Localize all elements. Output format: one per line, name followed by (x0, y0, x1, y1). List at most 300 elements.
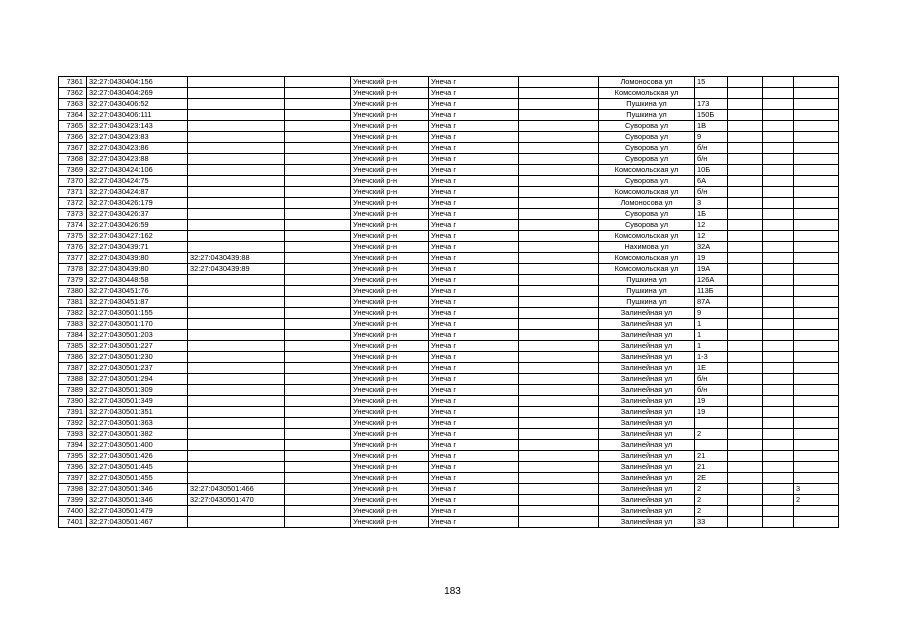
cell-blank-column-3 (728, 77, 763, 88)
cell-cadastral-number: 32:27:0430404:156 (87, 77, 188, 88)
cell-linked-cadastral-number (188, 198, 285, 209)
cell-blank-column-2 (519, 484, 599, 495)
cell-blank-column-4 (763, 374, 794, 385)
cell-house-number: б/н (695, 187, 728, 198)
cell-linked-cadastral-number (188, 77, 285, 88)
cell-extra-value (794, 418, 839, 429)
cell-house-number: 12 (695, 220, 728, 231)
cell-cadastral-number: 32:27:0430501:203 (87, 330, 188, 341)
cell-blank-column-3 (728, 143, 763, 154)
table-row (59, 110, 839, 121)
table-row (59, 517, 839, 528)
cell-cadastral-number: 32:27:0430501:170 (87, 319, 188, 330)
cell-linked-cadastral-number (188, 473, 285, 484)
cell-district: Унечский р-н (351, 88, 429, 99)
cell-blank-column-3 (728, 121, 763, 132)
cell-house-number: 15 (695, 77, 728, 88)
cell-district: Унечский р-н (351, 506, 429, 517)
table-row (59, 286, 839, 297)
cell-house-number: б/н (695, 374, 728, 385)
cell-linked-cadastral-number (188, 385, 285, 396)
cell-street: Залинейная ул (599, 319, 695, 330)
cell-house-number: 1 (695, 341, 728, 352)
cell-street: Суворова ул (599, 209, 695, 220)
cell-blank-column-1 (285, 77, 351, 88)
cell-extra-value (794, 176, 839, 187)
table-row (59, 495, 839, 506)
cell-district: Унечский р-н (351, 286, 429, 297)
cell-blank-column-4 (763, 99, 794, 110)
cell-street: Суворова ул (599, 154, 695, 165)
cell-district: Унечский р-н (351, 209, 429, 220)
cell-district: Унечский р-н (351, 165, 429, 176)
cell-city: Унеча г (429, 341, 519, 352)
cell-city: Унеча г (429, 99, 519, 110)
cell-blank-column-4 (763, 341, 794, 352)
cell-blank-column-4 (763, 110, 794, 121)
cell-extra-value (794, 297, 839, 308)
cell-blank-column-1 (285, 374, 351, 385)
cell-row-number: 7378 (59, 264, 87, 275)
table-row (59, 407, 839, 418)
cell-blank-column-1 (285, 396, 351, 407)
cell-cadastral-number: 32:27:0430501:426 (87, 451, 188, 462)
cell-linked-cadastral-number (188, 418, 285, 429)
cell-blank-column-3 (728, 242, 763, 253)
cell-cadastral-number: 32:27:0430501:237 (87, 363, 188, 374)
cell-blank-column-1 (285, 209, 351, 220)
cell-blank-column-2 (519, 308, 599, 319)
cell-blank-column-3 (728, 110, 763, 121)
cell-row-number: 7396 (59, 462, 87, 473)
table-row (59, 385, 839, 396)
cell-blank-column-2 (519, 253, 599, 264)
cell-city: Унеча г (429, 352, 519, 363)
cell-district: Унечский р-н (351, 319, 429, 330)
table-row (59, 242, 839, 253)
cell-cadastral-number: 32:27:0430439:80 (87, 253, 188, 264)
cell-row-number: 7397 (59, 473, 87, 484)
cell-blank-column-1 (285, 176, 351, 187)
cell-blank-column-1 (285, 121, 351, 132)
cell-blank-column-4 (763, 286, 794, 297)
cell-blank-column-1 (285, 275, 351, 286)
cell-row-number: 7371 (59, 187, 87, 198)
cell-cadastral-number: 32:27:0430501:349 (87, 396, 188, 407)
cell-city: Унеча г (429, 407, 519, 418)
cell-blank-column-4 (763, 352, 794, 363)
cell-district: Унечский р-н (351, 451, 429, 462)
cell-district: Унечский р-н (351, 396, 429, 407)
cell-cadastral-number: 32:27:0430501:230 (87, 352, 188, 363)
cell-district: Унечский р-н (351, 363, 429, 374)
cell-blank-column-1 (285, 242, 351, 253)
cell-row-number: 7386 (59, 352, 87, 363)
cell-street: Залинейная ул (599, 330, 695, 341)
cell-street: Залинейная ул (599, 473, 695, 484)
cell-blank-column-2 (519, 132, 599, 143)
cell-blank-column-2 (519, 297, 599, 308)
cell-row-number: 7385 (59, 341, 87, 352)
cell-cadastral-number: 32:27:0430424:87 (87, 187, 188, 198)
cell-city: Унеча г (429, 297, 519, 308)
cell-street: Комсомольская ул (599, 187, 695, 198)
table-row (59, 440, 839, 451)
cell-city: Унеча г (429, 110, 519, 121)
cell-house-number: 1Е (695, 363, 728, 374)
cell-cadastral-number: 32:27:0430439:71 (87, 242, 188, 253)
cell-blank-column-1 (285, 473, 351, 484)
cell-district: Унечский р-н (351, 242, 429, 253)
cell-extra-value (794, 132, 839, 143)
cell-city: Унеча г (429, 154, 519, 165)
cell-row-number: 7379 (59, 275, 87, 286)
cell-linked-cadastral-number (188, 517, 285, 528)
table-row (59, 132, 839, 143)
cell-linked-cadastral-number (188, 99, 285, 110)
cell-cadastral-number: 32:27:0430439:80 (87, 264, 188, 275)
cell-blank-column-3 (728, 495, 763, 506)
cell-blank-column-1 (285, 143, 351, 154)
cell-blank-column-2 (519, 352, 599, 363)
cell-cadastral-number: 32:27:0430501:294 (87, 374, 188, 385)
cell-row-number: 7389 (59, 385, 87, 396)
cell-cadastral-number: 32:27:0430501:346 (87, 495, 188, 506)
cell-street: Суворова ул (599, 220, 695, 231)
cell-blank-column-1 (285, 187, 351, 198)
cell-house-number: 126А (695, 275, 728, 286)
cell-street: Залинейная ул (599, 396, 695, 407)
cell-row-number: 7367 (59, 143, 87, 154)
cell-extra-value (794, 198, 839, 209)
cell-street: Залинейная ул (599, 451, 695, 462)
cell-blank-column-3 (728, 418, 763, 429)
cell-street: Суворова ул (599, 121, 695, 132)
cell-house-number: 33 (695, 517, 728, 528)
table-row (59, 88, 839, 99)
table-row (59, 275, 839, 286)
cell-row-number: 7374 (59, 220, 87, 231)
cell-blank-column-4 (763, 330, 794, 341)
cell-cadastral-number: 32:27:0430501:363 (87, 418, 188, 429)
cell-house-number (695, 88, 728, 99)
cell-linked-cadastral-number (188, 297, 285, 308)
cell-blank-column-2 (519, 440, 599, 451)
cell-blank-column-2 (519, 165, 599, 176)
cell-blank-column-2 (519, 473, 599, 484)
cell-blank-column-3 (728, 264, 763, 275)
cell-row-number: 7384 (59, 330, 87, 341)
cell-extra-value (794, 275, 839, 286)
table-row (59, 143, 839, 154)
cell-street: Комсомольская ул (599, 231, 695, 242)
cell-district: Унечский р-н (351, 418, 429, 429)
table-row (59, 231, 839, 242)
cell-extra-value: 3 (794, 484, 839, 495)
cell-blank-column-4 (763, 209, 794, 220)
cell-blank-column-4 (763, 297, 794, 308)
cell-blank-column-1 (285, 319, 351, 330)
cell-blank-column-2 (519, 77, 599, 88)
cell-city: Унеча г (429, 418, 519, 429)
cell-extra-value (794, 308, 839, 319)
cell-extra-value (794, 143, 839, 154)
cell-cadastral-number: 32:27:0430426:179 (87, 198, 188, 209)
cell-blank-column-1 (285, 451, 351, 462)
cell-extra-value (794, 429, 839, 440)
cell-house-number: 1 (695, 319, 728, 330)
table-row (59, 506, 839, 517)
cell-linked-cadastral-number (188, 374, 285, 385)
cell-linked-cadastral-number (188, 341, 285, 352)
cell-linked-cadastral-number (188, 110, 285, 121)
cell-house-number: 10Б (695, 165, 728, 176)
cell-linked-cadastral-number (188, 462, 285, 473)
cell-row-number: 7390 (59, 396, 87, 407)
cell-city: Унеча г (429, 440, 519, 451)
cell-house-number: 19 (695, 253, 728, 264)
cell-district: Унечский р-н (351, 330, 429, 341)
cell-blank-column-2 (519, 319, 599, 330)
table-row (59, 209, 839, 220)
cell-city: Унеча г (429, 396, 519, 407)
cell-blank-column-4 (763, 165, 794, 176)
cell-city: Унеча г (429, 198, 519, 209)
cell-street: Ломоносова ул (599, 198, 695, 209)
cell-row-number: 7382 (59, 308, 87, 319)
cell-cadastral-number: 32:27:0430423:88 (87, 154, 188, 165)
table-row (59, 363, 839, 374)
table-row (59, 473, 839, 484)
cell-house-number (695, 418, 728, 429)
cell-blank-column-1 (285, 198, 351, 209)
cell-district: Унечский р-н (351, 253, 429, 264)
cell-city: Унеча г (429, 286, 519, 297)
cell-blank-column-2 (519, 121, 599, 132)
cell-linked-cadastral-number (188, 165, 285, 176)
cell-house-number: б/н (695, 385, 728, 396)
cell-extra-value (794, 440, 839, 451)
cell-blank-column-3 (728, 154, 763, 165)
cell-cadastral-number: 32:27:0430501:309 (87, 385, 188, 396)
cell-blank-column-2 (519, 462, 599, 473)
cell-city: Унеча г (429, 220, 519, 231)
cell-street: Залинейная ул (599, 352, 695, 363)
cell-linked-cadastral-number (188, 286, 285, 297)
cell-row-number: 7369 (59, 165, 87, 176)
cell-extra-value (794, 88, 839, 99)
cell-blank-column-2 (519, 330, 599, 341)
cell-district: Унечский р-н (351, 429, 429, 440)
cell-street: Залинейная ул (599, 374, 695, 385)
table-row (59, 462, 839, 473)
cell-house-number: 9 (695, 132, 728, 143)
cell-blank-column-1 (285, 517, 351, 528)
cell-blank-column-1 (285, 154, 351, 165)
cell-blank-column-2 (519, 275, 599, 286)
cell-house-number: 12 (695, 231, 728, 242)
cell-house-number: 6А (695, 176, 728, 187)
cell-blank-column-4 (763, 132, 794, 143)
cell-cadastral-number: 32:27:0430501:467 (87, 517, 188, 528)
cell-city: Унеча г (429, 308, 519, 319)
cell-city: Унеча г (429, 253, 519, 264)
cell-blank-column-1 (285, 506, 351, 517)
cell-blank-column-3 (728, 330, 763, 341)
cell-street: Комсомольская ул (599, 253, 695, 264)
cell-row-number: 7362 (59, 88, 87, 99)
cell-blank-column-3 (728, 462, 763, 473)
cell-row-number: 7373 (59, 209, 87, 220)
cell-street: Суворова ул (599, 143, 695, 154)
cell-district: Унечский р-н (351, 99, 429, 110)
cell-cadastral-number: 32:27:0430423:143 (87, 121, 188, 132)
cell-cadastral-number: 32:27:0430501:227 (87, 341, 188, 352)
cell-blank-column-3 (728, 429, 763, 440)
cell-cadastral-number: 32:27:0430424:75 (87, 176, 188, 187)
table-row (59, 99, 839, 110)
cell-district: Унечский р-н (351, 264, 429, 275)
cell-city: Унеча г (429, 506, 519, 517)
cell-blank-column-3 (728, 99, 763, 110)
cell-blank-column-1 (285, 418, 351, 429)
cell-blank-column-2 (519, 418, 599, 429)
cell-street: Залинейная ул (599, 440, 695, 451)
cell-blank-column-3 (728, 165, 763, 176)
cell-cadastral-number: 32:27:0430501:346 (87, 484, 188, 495)
cell-blank-column-4 (763, 506, 794, 517)
cell-linked-cadastral-number: 32:27:0430501:470 (188, 495, 285, 506)
cell-linked-cadastral-number (188, 451, 285, 462)
cell-city: Унеча г (429, 121, 519, 132)
cell-blank-column-3 (728, 396, 763, 407)
cell-blank-column-4 (763, 308, 794, 319)
cell-blank-column-2 (519, 209, 599, 220)
cell-extra-value (794, 253, 839, 264)
cell-extra-value (794, 286, 839, 297)
cell-house-number: 113Б (695, 286, 728, 297)
table-row (59, 341, 839, 352)
cell-blank-column-3 (728, 407, 763, 418)
cell-street: Ломоносова ул (599, 77, 695, 88)
table-row (59, 220, 839, 231)
cell-city: Унеча г (429, 187, 519, 198)
cell-blank-column-4 (763, 275, 794, 286)
cell-district: Унечский р-н (351, 275, 429, 286)
cell-house-number: 1Б (695, 209, 728, 220)
cell-linked-cadastral-number (188, 275, 285, 286)
cell-house-number: б/н (695, 154, 728, 165)
cell-cadastral-number: 32:27:0430406:52 (87, 99, 188, 110)
cell-blank-column-2 (519, 429, 599, 440)
cell-blank-column-1 (285, 220, 351, 231)
table-row (59, 198, 839, 209)
cell-cadastral-number: 32:27:0430501:455 (87, 473, 188, 484)
cell-linked-cadastral-number (188, 132, 285, 143)
table-row (59, 154, 839, 165)
cell-street: Суворова ул (599, 132, 695, 143)
cell-extra-value (794, 165, 839, 176)
cell-city: Унеча г (429, 484, 519, 495)
cell-district: Унечский р-н (351, 176, 429, 187)
cell-extra-value (794, 451, 839, 462)
cell-blank-column-3 (728, 440, 763, 451)
cell-house-number: 1 (695, 330, 728, 341)
cell-linked-cadastral-number (188, 242, 285, 253)
cell-blank-column-4 (763, 385, 794, 396)
cell-street: Залинейная ул (599, 363, 695, 374)
cell-blank-column-4 (763, 484, 794, 495)
cell-extra-value (794, 462, 839, 473)
cell-row-number: 7381 (59, 297, 87, 308)
cell-city: Унеча г (429, 143, 519, 154)
cell-district: Унечский р-н (351, 132, 429, 143)
cell-blank-column-1 (285, 132, 351, 143)
cell-blank-column-4 (763, 220, 794, 231)
cell-extra-value (794, 506, 839, 517)
cell-blank-column-1 (285, 110, 351, 121)
cell-house-number: 2 (695, 429, 728, 440)
cell-house-number: 150Б (695, 110, 728, 121)
cell-blank-column-3 (728, 308, 763, 319)
cell-linked-cadastral-number (188, 319, 285, 330)
cell-row-number: 7392 (59, 418, 87, 429)
cell-blank-column-2 (519, 154, 599, 165)
cell-blank-column-4 (763, 440, 794, 451)
cell-blank-column-1 (285, 385, 351, 396)
cell-extra-value (794, 121, 839, 132)
cell-row-number: 7394 (59, 440, 87, 451)
cell-street: Залинейная ул (599, 517, 695, 528)
cell-linked-cadastral-number (188, 187, 285, 198)
cell-blank-column-2 (519, 385, 599, 396)
cell-blank-column-3 (728, 451, 763, 462)
cell-blank-column-4 (763, 77, 794, 88)
cell-extra-value (794, 231, 839, 242)
cell-cadastral-number: 32:27:0430501:155 (87, 308, 188, 319)
cell-cadastral-number: 32:27:0430501:479 (87, 506, 188, 517)
cell-district: Унечский р-н (351, 407, 429, 418)
cell-linked-cadastral-number (188, 231, 285, 242)
table-row (59, 352, 839, 363)
cell-blank-column-1 (285, 330, 351, 341)
cell-blank-column-3 (728, 253, 763, 264)
cell-extra-value (794, 264, 839, 275)
cell-district: Унечский р-н (351, 121, 429, 132)
cell-street: Залинейная ул (599, 341, 695, 352)
cell-house-number: 2 (695, 506, 728, 517)
cell-blank-column-1 (285, 308, 351, 319)
cell-linked-cadastral-number (188, 176, 285, 187)
cell-blank-column-3 (728, 187, 763, 198)
cell-city: Унеча г (429, 77, 519, 88)
cell-blank-column-4 (763, 264, 794, 275)
cell-blank-column-2 (519, 286, 599, 297)
cell-house-number: 2 (695, 495, 728, 506)
cell-district: Унечский р-н (351, 297, 429, 308)
cell-blank-column-2 (519, 88, 599, 99)
cell-extra-value (794, 396, 839, 407)
cell-district: Унечский р-н (351, 187, 429, 198)
table-row (59, 451, 839, 462)
cell-cadastral-number: 32:27:0430451:76 (87, 286, 188, 297)
cell-blank-column-4 (763, 451, 794, 462)
cell-row-number: 7383 (59, 319, 87, 330)
cell-blank-column-4 (763, 473, 794, 484)
table-row (59, 297, 839, 308)
cell-blank-column-4 (763, 396, 794, 407)
cell-extra-value (794, 242, 839, 253)
